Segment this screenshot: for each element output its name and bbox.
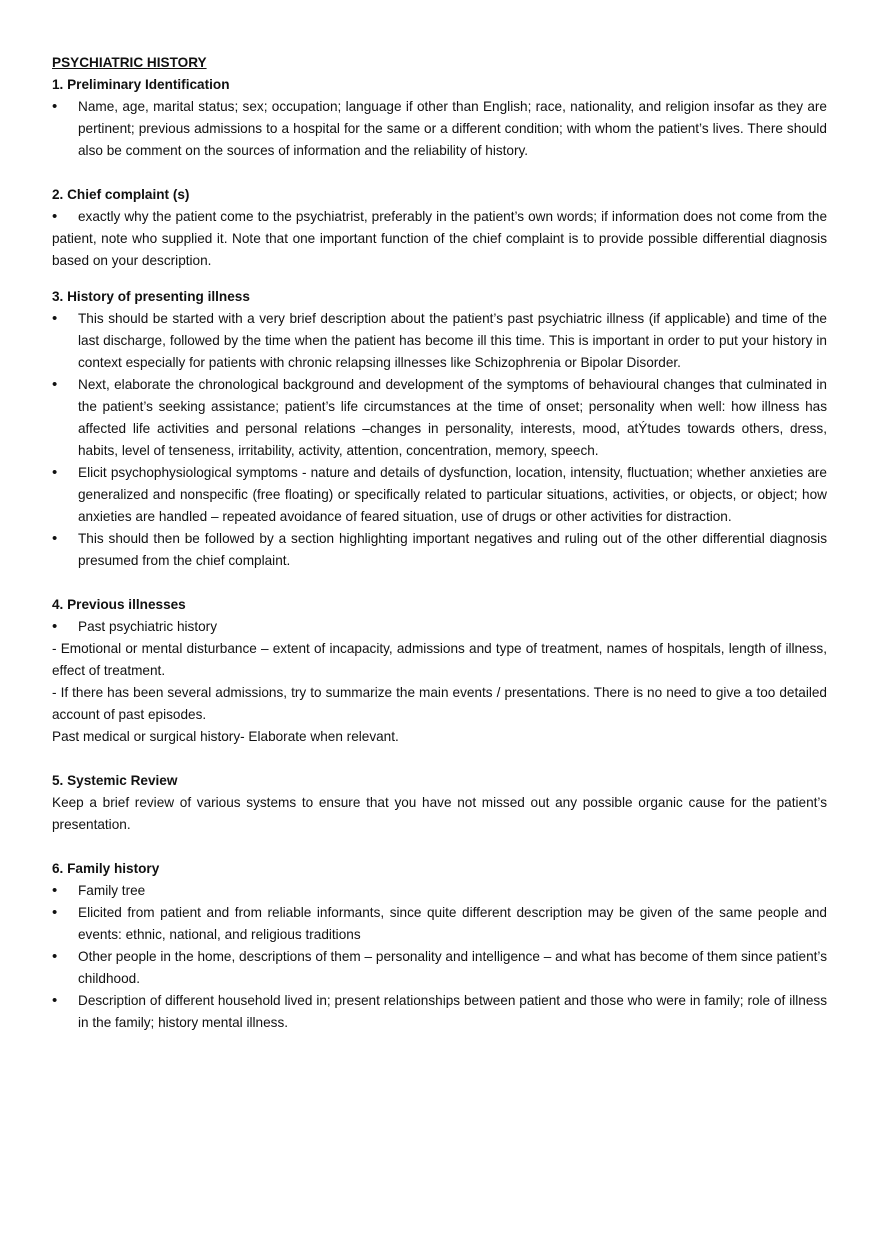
list-item: • Elicit psychophysiological symptoms - nature and details of dysfunction, location, intensity, fluctuation; whether anxieties are generalized and nonspecific (free floating) or specifically related to particular situations, activities, or objects, or object; how anxieties are handled – repeated avoidance of feared situation, use of drugs or other activities for distraction. (52, 462, 827, 528)
list-item: • Description of different household lived in; present relationships between patient and those who were in family; role of illness in the family; history mental illness. (52, 990, 827, 1034)
section-heading-preliminary-identification: 1. Preliminary Identification (52, 77, 230, 92)
systemic-review-paragraph: Keep a brief review of various systems to ensure that you have not missed out any possible organic cause for the patient’s presentation. (52, 795, 827, 832)
chief-complaint-paragraph (52, 206, 827, 272)
list-item: • Past psychiatric history (52, 616, 827, 638)
section-heading-history-of-presenting-illness: 3. History of presenting illness (52, 289, 250, 304)
list-item: • Elicited from patient and from reliable informants, since quite different description may be given of the same people and events: ethnic, national, and religious traditions (52, 902, 827, 946)
previous-illness-line: - If there has been several admissions, try to summarize the main events / presentations. There is no need to give a too detailed account of past episodes. (52, 685, 827, 722)
previous-illness-line: Past medical or surgical history- Elaborate when relevant. (52, 729, 399, 744)
list-item: • This should then be followed by a section highlighting important negatives and ruling out of the other differential diagnosis presumed from the chief complaint. (52, 528, 827, 572)
list-item: • Family tree (52, 880, 827, 902)
list-item: • Other people in the home, descriptions of them – personality and intelligence – and what has become of them since patient’s childhood. (52, 946, 827, 990)
list-item: • Name, age, marital status; sex; occupation; language if other than English; race, nationality, and religion insofar as they are pertinent; previous admissions to a hospital for the same or a different condition; with whom the patient’s lives. There should also be comment on the sources of information and the reliability of history. (52, 96, 827, 162)
family-history-list (52, 880, 827, 1034)
section-heading-family-history: 6. Family history (52, 861, 160, 876)
section-heading-systemic-review: 5. Systemic Review (52, 773, 178, 788)
preliminary-identification-list (52, 96, 827, 162)
document-page (52, 52, 827, 1034)
section-heading-previous-illnesses: 4. Previous illnesses (52, 597, 186, 612)
presenting-illness-list (52, 308, 827, 572)
list-item: • This should be started with a very brief description about the patient’s past psychiatric illness (if applicable) and time of the last discharge, followed by the time when the patient has become ill this time. This is important in order to put your history in context especially for patients with chronic relapsing illnesses like Schizophrenia or Bipolar Disorder. (52, 308, 827, 374)
bullet-marker: • (52, 208, 58, 225)
section-heading-chief-complaint: 2. Chief complaint (s) (52, 187, 190, 202)
document-title: PSYCHIATRIC HISTORY (52, 55, 207, 70)
previous-illnesses-list (52, 616, 827, 638)
list-item: • Next, elaborate the chronological background and development of the symptoms of behavioural changes that culminated in the patient’s seeking assistance; patient’s life circumstances at the time of onset; personality when well: how illness has affected life activities and personal relations –changes in personality, interests, mood, atÝtudes towards others, dress, habits, level of tenseness, irritability, activity, attention, concentration, memory, speech. (52, 374, 827, 462)
previous-illness-line: - Emotional or mental disturbance – extent of incapacity, admissions and type of treatment, names of hospitals, length of illness, effect of treatment. (52, 641, 827, 678)
chief-complaint-text: exactly why the patient come to the psychiatrist, preferably in the patient’s own words; if information does not come from the patient, note who supplied it. Note that one important function of the chief complaint is to provide possible differential diagnosis based on your description. (52, 209, 827, 268)
